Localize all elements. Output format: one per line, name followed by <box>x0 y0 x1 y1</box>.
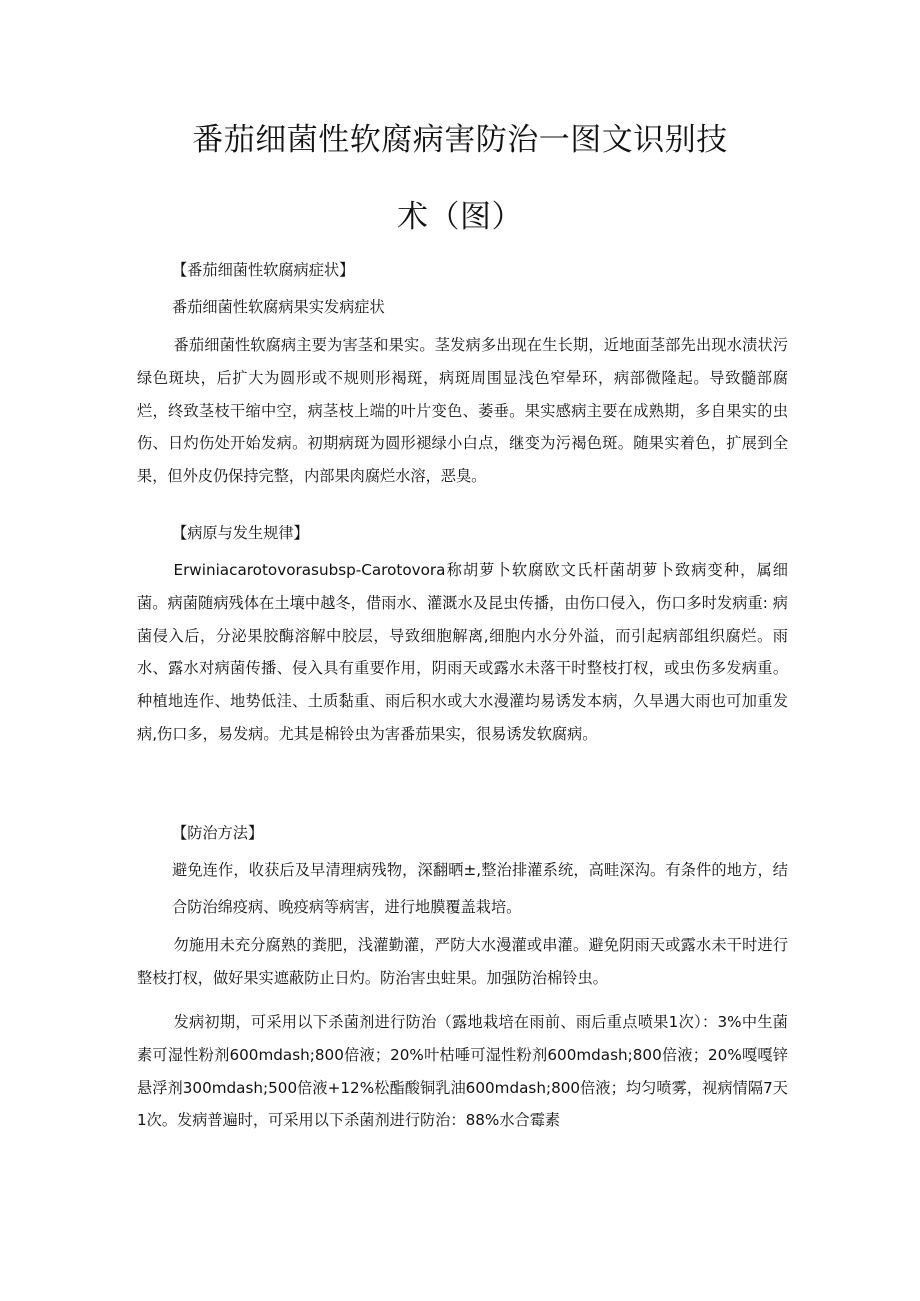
pathogen-heading: 【病原与发生规律】 <box>172 524 309 542</box>
control-paragraph-1: 避免连作，收获后及早清理病残物，深翻晒±,整治排灌系统，高畦深沟。有条件的地方，结合防治绵疫病、晚疫病等病害，进行地膜覆盖栽培。 <box>172 861 788 916</box>
symptoms-heading: 【番茄细菌性软腐病症状】 <box>172 261 355 279</box>
symptoms-subheading: 番茄细菌性软腐病果实发病症状 <box>172 298 385 316</box>
control-paragraph-3: 发病初期，可采用以下杀菌剂进行防治（露地栽培在雨前、雨后重点喷果1次）：3%中生菌素可湿性粉剂600mdash;800倍液；20%叶枯唾可湿性粉剂600mdash;800倍液；20%嘎嘎锌悬浮剂300mdash;500倍液+12%松酯酸铜乳油600mdash;800倍液；均匀喷雾，视病情隔7天1次。发病普遍时，可采用以下杀菌剂进行防治：88%水合霉素 <box>137 1013 788 1130</box>
control-paragraph-2: 勿施用未充分腐熟的粪肥，浅灌勤灌，严防大水漫灌或串灌。避免阴雨天或露水未干时进行整枝打杈，做好果实遮蔽防止日灼。防治害虫蛀果。加强防治棉铃虫。 <box>137 936 788 987</box>
document-title-line-2: 术（图） <box>397 199 523 235</box>
control-heading: 【防治方法】 <box>172 824 264 842</box>
symptoms-paragraph: 番茄细菌性软腐病主要为害茎和果实。茎发病多出现在生长期，近地面茎部先出现水渍状污绿色斑块，后扩大为圆形或不规则形褐斑，病斑周围显浅色窄晕环，病部微隆起。导致髓部腐烂，终致茎枝干缩中空，病茎枝上端的叶片变色、萎垂。果实感病主要在成熟期，多自果实的虫伤、日灼伤处开始发病。初期病斑为圆形褪绿小白点，继变为污褐色斑。随果实着色，扩展到全果，但外皮仍保持完整，内部果肉腐烂水溶，恶臭。 <box>137 336 788 486</box>
document-title-line-1: 番茄细菌性软腐病害防治一图文识别技 <box>192 122 728 158</box>
pathogen-paragraph: Erwiniacarotovorasubsp-Carotovora称胡萝卜软腐欧文氏杆菌胡萝卜致病变种，属细菌。病菌随病残体在土壤中越冬，借雨水、灌溉水及昆虫传播，由伤口侵入，伤口多时发病重: 病菌侵入后，分泌果胶酶溶解中胶层，导致细胞解离,细胞内水分外溢，而引起病部组织腐烂。雨水、露水对病菌传播、侵入具有重要作用，阴雨天或露水未落干时整枝打杈，或虫伤多发病重。种植地连作、地势低洼、土质黏重、雨后积水或大水漫灌均易诱发本病，久旱遇大雨也可加重发病,伤口多，易发病。尤其是棉铃虫为害番茄果实，很易诱发软腐病。 <box>137 561 788 743</box>
